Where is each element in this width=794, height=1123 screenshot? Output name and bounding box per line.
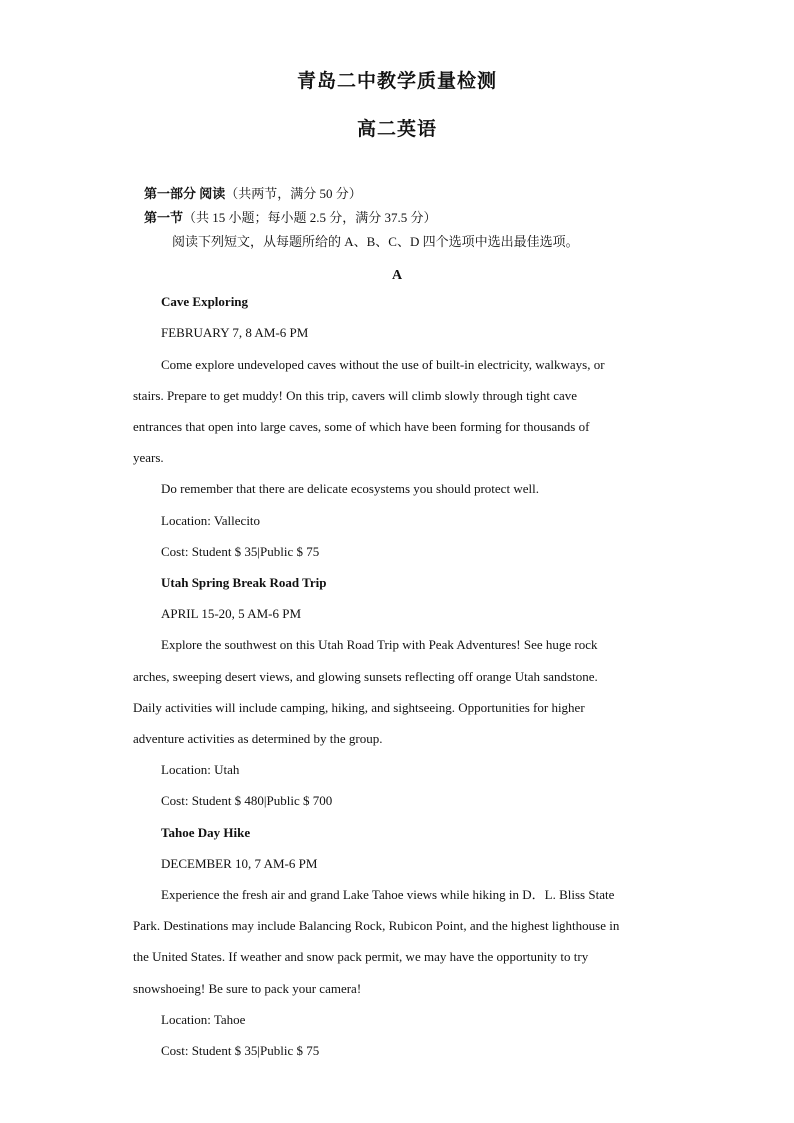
part-label: 第一部分 阅读	[144, 186, 226, 201]
part-heading	[144, 186, 362, 202]
exam-subtitle: 高二英语	[356, 119, 437, 140]
trip-title: Utah Spring Break Road Trip	[161, 575, 327, 590]
trip-description-line: Park. Destinations may include Balancing Rock, Rubicon Point, and the highest lighthouse in	[133, 918, 620, 933]
trip-cost: Cost: Student $ 35|Public $ 75	[161, 1043, 320, 1058]
trip-description-line: the United States. If weather and snow pack permit, we may have the opportunity to try	[133, 949, 589, 964]
trip-description-line: adventure activities as determined by the group.	[133, 731, 383, 746]
trip-description-line: years.	[133, 450, 164, 465]
passage-letter: A	[391, 268, 403, 283]
trip-date: APRIL 15-20, 5 AM-6 PM	[161, 606, 302, 621]
trip-description-line: Come explore undeveloped caves without the use of built-in electricity, walkways, or	[161, 357, 605, 372]
trip-description-line: snowshoeing! Be sure to pack your camera!	[133, 981, 362, 996]
exam-title: 青岛二中教学质量检测	[296, 71, 497, 92]
trip-description-line: entrances that open into large caves, some of which have been forming for thousands of	[133, 419, 590, 434]
section-label: 第一节	[144, 210, 184, 225]
trip-date: FEBRUARY 7, 8 AM-6 PM	[161, 325, 309, 340]
trip-cost: Cost: Student $ 480|Public $ 700	[161, 793, 333, 808]
trip-title: Cave Exploring	[161, 294, 249, 309]
trip-location: Location: Tahoe	[161, 1012, 246, 1027]
directions-text: 阅读下列短文，从每题所给的 A、B、C、D 四个选项中选出最佳选项。	[172, 234, 579, 249]
trip-location: Location: Vallecito	[161, 513, 261, 528]
trip-description-line: Daily activities will include camping, hiking, and sightseeing. Opportunities for higher	[133, 700, 585, 715]
trip-note: Do remember that there are delicate ecosystems you should protect well.	[161, 481, 539, 496]
trip-cost: Cost: Student $ 35|Public $ 75	[161, 544, 320, 559]
trip-description-line: Explore the southwest on this Utah Road Trip with Peak Adventures! See huge rock	[161, 637, 598, 652]
trip-description-line: arches, sweeping desert views, and glowing sunsets reflecting off orange Utah sandstone.	[133, 669, 598, 684]
trip-description-line: Experience the fresh air and grand Lake Tahoe views while hiking in D．L. Bliss State	[161, 887, 615, 902]
section-detail: （共 15 小题；每小题 2.5 分，满分 37.5 分）	[183, 210, 437, 225]
trip-description-line: stairs. Prepare to get muddy! On this trip, cavers will climb slowly through tight cave	[133, 388, 578, 403]
trip-date: DECEMBER 10, 7 AM-6 PM	[161, 856, 318, 871]
section-heading	[144, 210, 437, 226]
part-detail: （共两节，满分 50 分）	[225, 186, 362, 201]
trip-location: Location: Utah	[161, 762, 240, 777]
trip-title: Tahoe Day Hike	[161, 825, 251, 840]
